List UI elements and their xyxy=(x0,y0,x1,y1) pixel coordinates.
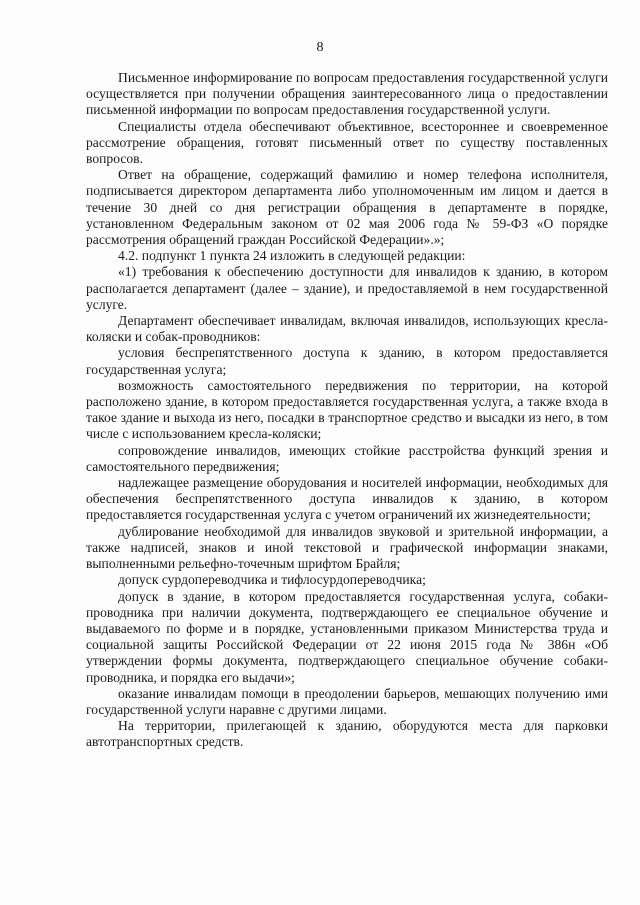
body-text xyxy=(86,70,608,751)
paragraph: допуск сурдопереводчика и тифлосурдопереводчика; xyxy=(118,572,426,588)
paragraph: Ответ на обращение, содержащий фамилию и номер телефона исполнителя, подписывается директором департамента либо уполномоченным им лицом и дается в течение 30 дней со дня регистрации обращения в департаменте в порядке, установленном Федеральным законом от 02 мая 2006 года № 59-ФЗ «О порядке рассмотрения обращений граждан Российской Федерации».»; xyxy=(86,167,608,248)
paragraph: сопровождение инвалидов, имеющих стойкие расстройства функций зрения и самостоятельного передвижения; xyxy=(86,442,608,474)
paragraph: «1) требования к обеспечению доступности для инвалидов к зданию, в котором располагается департамент (далее – здание), и предоставляемой в нем государственной услуге. xyxy=(86,264,608,312)
paragraph: На территории, прилегающей к зданию, оборудуются места для парковки автотранспортных средств. xyxy=(86,718,608,750)
paragraph: допуск в здание, в котором предоставляется государственная услуга, собаки-проводника при наличии документа, подтверждающего ее специальное обучение и выдаваемого по форме и в порядке, установленными приказом Министерства труда и социальной защиты Российской Федерации от 22 июня 2015 года № 386н «Об утверждении формы документа, подтверждающего специальное обучение собаки-проводника, и порядка его выдачи»; xyxy=(86,588,608,685)
page-number: 8 xyxy=(316,40,324,55)
paragraph: Письменное информирование по вопросам предоставления государственной услуги осуществляется при получении обращения заинтересованного лица о предоставлении письменной информации по вопросам предоставления государственной услуги. xyxy=(86,70,608,118)
paragraph: Департамент обеспечивает инвалидам, включая инвалидов, использующих кресла-коляски и собак-проводников: xyxy=(86,313,608,345)
paragraph: 4.2. подпункт 1 пункта 24 изложить в следующей редакции: xyxy=(118,248,466,264)
paragraph: возможность самостоятельного передвижения по территории, на которой расположено здание, в котором предоставляется государственная услуга, а также входа в такое здание и выхода из него, посадки в транспортное средство и высадки из него, в том числе с использованием кресла-коляски; xyxy=(86,377,608,442)
paragraph: дублирование необходимой для инвалидов звуковой и зрительной информации, а также надписей, знаков и иной текстовой и графической информации знаками, выполненными рельефно-точечным шрифтом Брайля; xyxy=(86,523,608,572)
paragraph: оказание инвалидам помощи в преодолении барьеров, мешающих получению ими государственной услуги наравне с другими лицами. xyxy=(86,685,608,717)
paragraph: надлежащее размещение оборудования и носителей информации, необходимых для обеспечения беспрепятственного доступа инвалидов к зданию, в котором предоставляется государственная услуга с учетом ограничений их жизнедеятельности; xyxy=(86,475,608,523)
paragraph: условия беспрепятственного доступа к зданию, в котором предоставляется государственная услуга; xyxy=(86,345,608,377)
paragraph: Специалисты отдела обеспечивают объективное, всестороннее и своевременное рассмотрение обращения, готовят письменный ответ по существу поставленных вопросов. xyxy=(86,118,608,167)
